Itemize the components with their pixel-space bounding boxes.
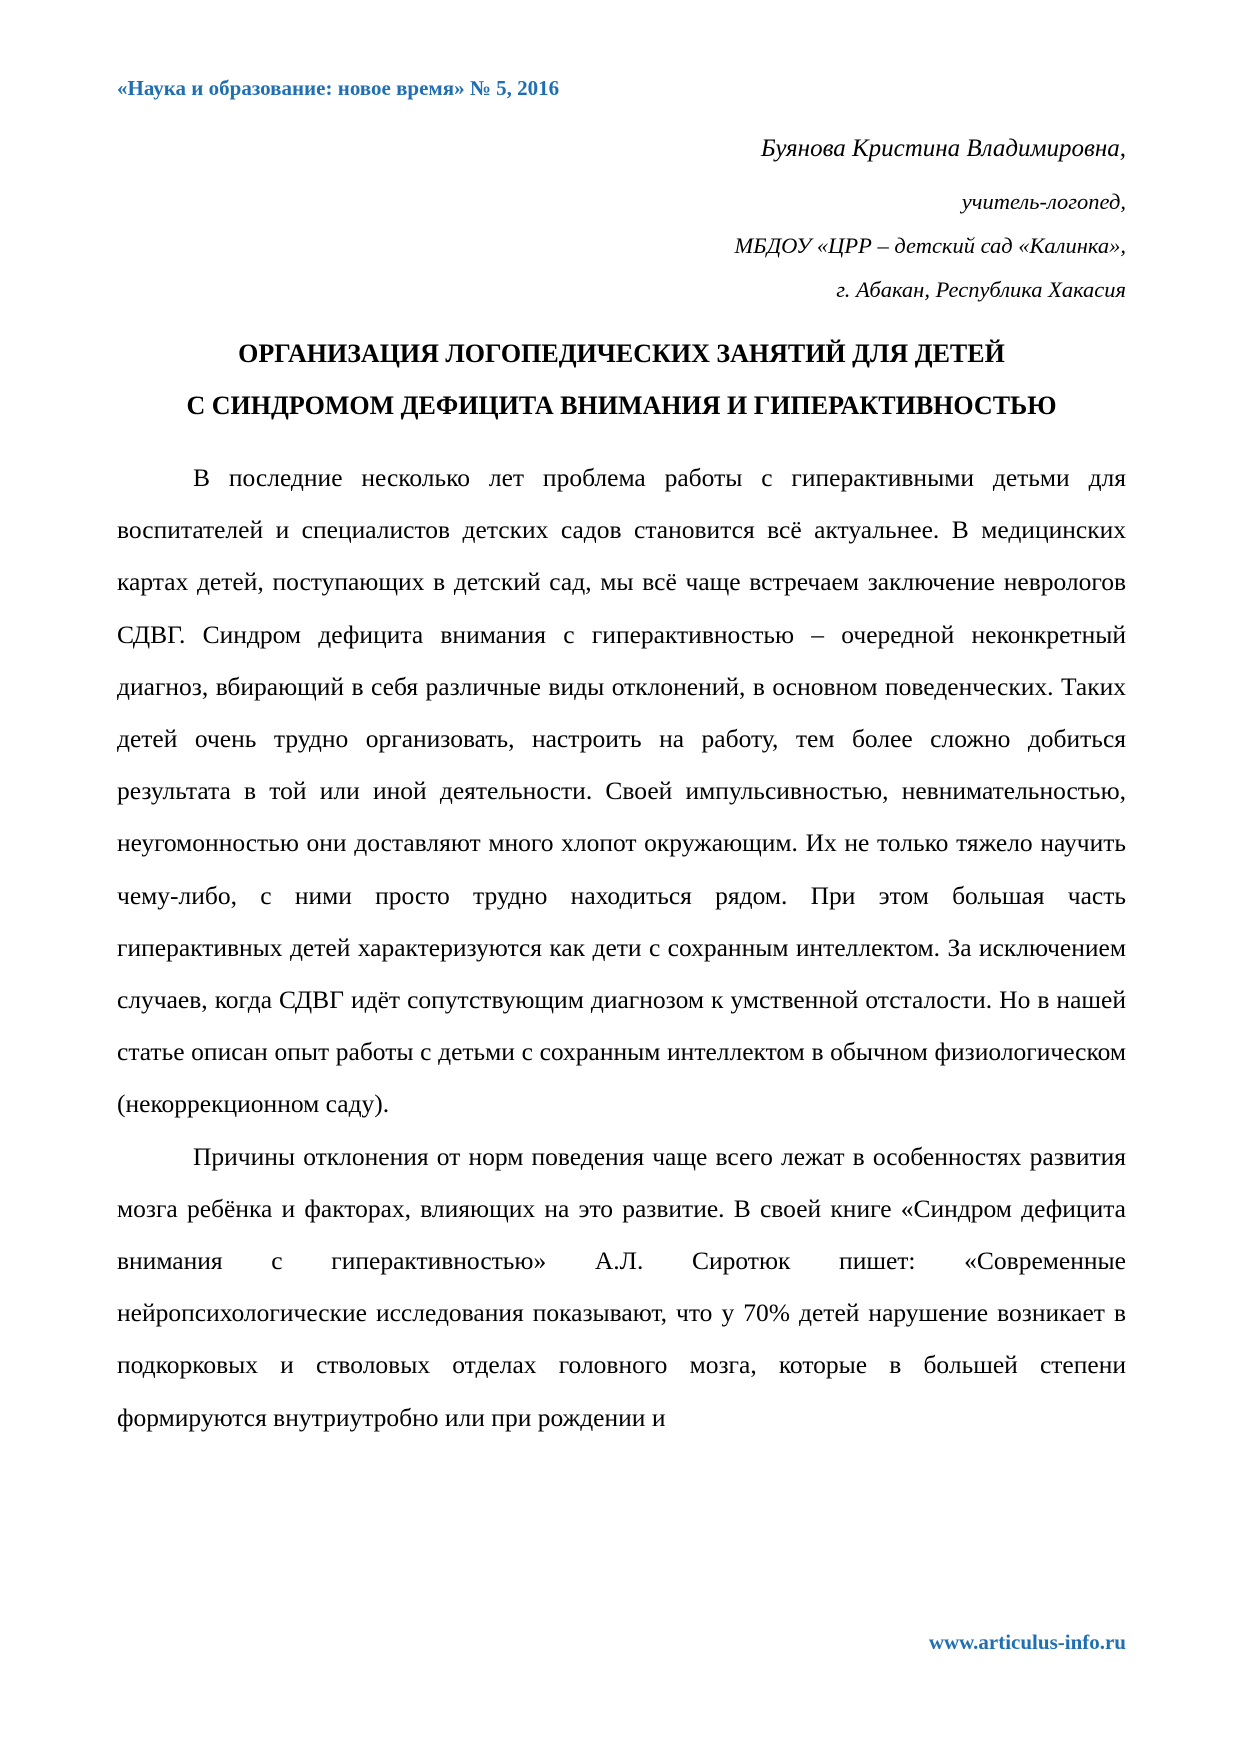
- article-title: [117, 328, 1126, 432]
- author-block: [735, 132, 1126, 312]
- article-title-line-1: ОРГАНИЗАЦИЯ ЛОГОПЕДИЧЕСКИХ ЗАНЯТИЙ ДЛЯ ДЕТЕЙ: [238, 339, 1005, 368]
- author-location: г. Абакан, Республика Хакасия: [836, 277, 1126, 302]
- article-title-line-2: С СИНДРОМОМ ДЕФИЦИТА ВНИМАНИЯ И ГИПЕРАКТИВНОСТЬЮ: [186, 391, 1057, 420]
- article-body: [117, 452, 1126, 1444]
- footer-website-link[interactable]: www.articulus-info.ru: [928, 1630, 1126, 1654]
- author-organization: МБДОУ «ЦРР – детский сад «Калинка»,: [734, 233, 1126, 258]
- author-name: Буянова Кристина Владимировна,: [760, 135, 1126, 162]
- journal-header: «Наука и образование: новое время» № 5, 2016: [117, 76, 560, 100]
- body-paragraph-1: В последние несколько лет проблема работы с гиперактивными детьми для воспитателей и специалистов детских садов становится всё актуальнее. В медицинских картах детей, поступающих в детский сад, мы всё чаще встречаем заключение неврологов СДВГ. Синдром дефицита внимания с гиперактивностью – очередной неконкретный диагноз, вбирающий в себя различные виды отклонений, в основном поведенческих. Таких детей очень трудно организовать, настроить на работу, тем более сложно добиться результата в той или иной деятельности. Своей импульсивностью, невнимательностью, неугомонностью они доставляют много хлопот окружающим. Их не только тяжело научить чему-либо, с ними просто трудно находиться рядом. При этом большая часть гиперактивных детей характеризуются как дети с сохранным интеллектом. За исключением случаев, когда СДВГ идёт сопутствующим диагнозом к умственной отсталости. Но в нашей статье описан опыт работы с детьми с сохранным интеллектом в обычном физиологическом (некоррекционном саду).: [117, 463, 1126, 1119]
- body-paragraph-2: Причины отклонения от норм поведения чаще всего лежат в особенностях развития мозга ребёнка и факторах, влияющих на это развитие. В своей книге «Синдром дефицита внимания с гиперактивностью» А.Л. Сиротюк пишет: «Современные нейропсихологические исследования показывают, что у 70% детей нарушение возникает в подкорковых и стволовых отделах головного мозга, которые в большей степени формируются внутриутробно или при рождении и: [117, 1141, 1126, 1432]
- author-position: учитель-логопед,: [961, 189, 1126, 214]
